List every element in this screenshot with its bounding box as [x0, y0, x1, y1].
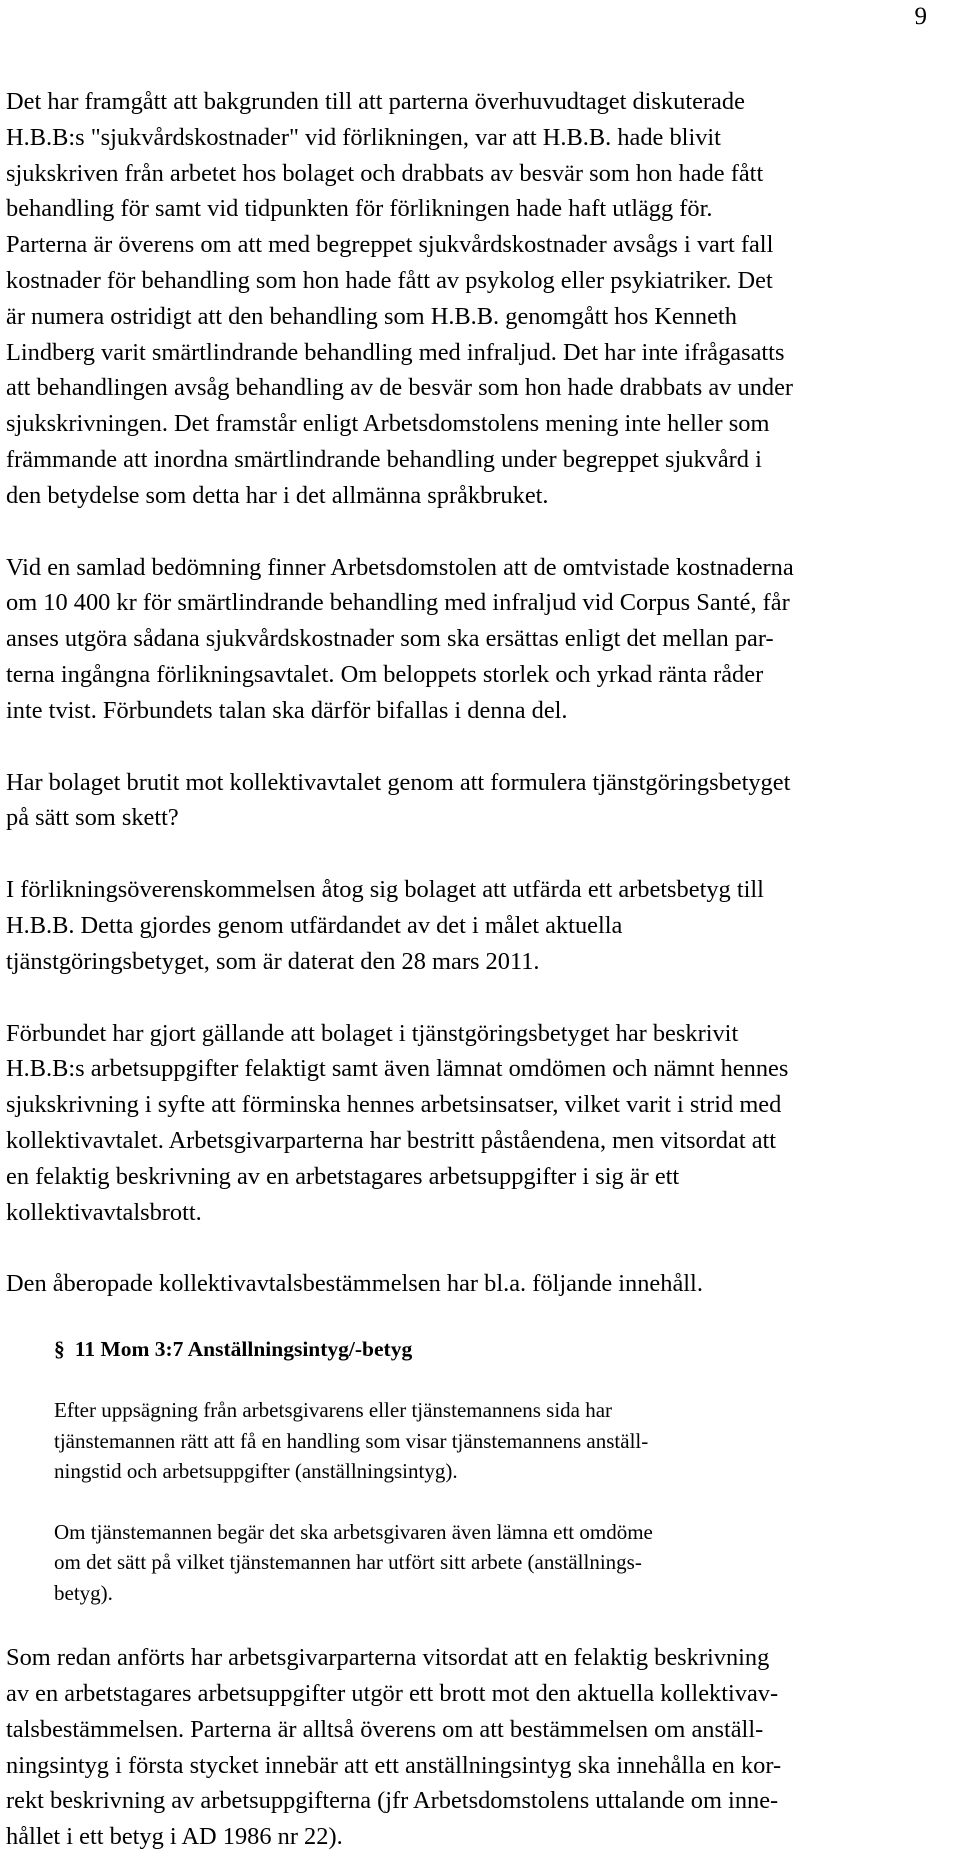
text-line: tjänstgöringsbetyget, som är daterat den 28 mars 2011.: [6, 947, 540, 975]
quote-line: tjänstemannen rätt att få en handling som visar tjänstemannens anställ-: [54, 1428, 649, 1453]
text-line: kollektivavtalet. Arbetsgivarparterna har bestritt påståendena, men vitsordat att: [6, 1126, 777, 1154]
quote-line: ningstid och arbetsuppgifter (anställningsintyg).: [54, 1459, 458, 1484]
text-line: talsbestämmelsen. Parterna är alltså överens om att bestämmelsen om anställ-: [6, 1715, 764, 1743]
quote-line: om det sätt på vilket tjänstemannen har utfört sitt arbete (anställnings-: [54, 1550, 642, 1575]
text-line: sjukskrivning i syfte att förminska hennes arbetsinsatser, vilket varit i strid med: [6, 1091, 782, 1119]
text-line: sjukskriven från arbetet hos bolaget och drabbats av besvär som hon hade fått: [6, 159, 764, 187]
text-line: ningsintyg i första stycket innebär att ett anställningsintyg ska innehålla en kor-: [6, 1751, 782, 1779]
text-line: sjukskrivningen. Det framstår enligt Arbetsdomstolens mening inte heller som: [6, 410, 770, 438]
paragraph-5: [6, 1016, 953, 1231]
text-line: Förbundet har gjort gällande att bolaget i tjänstgöringsbetyget har beskrivit: [6, 1019, 739, 1047]
text-line: inte tvist. Förbundets talan ska därför bifallas i denna del.: [6, 696, 568, 724]
text-line: Har bolaget brutit mot kollektivavtalet genom att formulera tjänstgöringsbetyget: [6, 768, 791, 796]
quote-heading-text: 11 Mom 3:7 Anställningsintyg/-betyg: [74, 1337, 413, 1362]
text-line: H.B.B:s arbetsuppgifter felaktigt samt även lämnat omdömen och nämnt hennes: [6, 1055, 789, 1083]
text-line: Det har framgått att bakgrunden till att parterna överhuvudtaget diskuterade: [6, 88, 745, 115]
text-line: behandling för samt vid tidpunkten för förlikningen hade haft utlägg för.: [6, 195, 713, 223]
quote-line: Om tjänstemannen begär det ska arbetsgivaren även lämna ett omdöme: [54, 1519, 653, 1544]
quoted-provision: [6, 1334, 953, 1608]
text-line: terna ingångna förlikningsavtalet. Om beloppets storlek och yrkad ränta råder: [6, 660, 764, 688]
text-line: den betydelse som detta har i det allmänna språkbruket.: [6, 481, 549, 509]
paragraph-4: [6, 872, 953, 979]
text-line: I förlikningsöverenskommelsen åtog sig bolaget att utfärda ett arbetsbetyg till: [6, 876, 764, 904]
text-line: är numera ostridigt att den behandling som H.B.B. genomgått hos Kenneth: [6, 302, 737, 330]
text-line: Parterna är överens om att med begreppet sjukvårdskostnader avsågs i vart fall: [6, 231, 774, 259]
page-number: 9: [914, 3, 927, 30]
quote-line: betyg).: [54, 1580, 113, 1605]
text-line: rekt beskrivning av arbetsuppgifterna (jfr Arbetsdomstolens uttalande om inne-: [6, 1787, 779, 1815]
text-line: av en arbetstagares arbetsuppgifter utgör ett brott mot den aktuella kollektivav-: [6, 1679, 779, 1707]
document-body: [6, 84, 953, 1855]
paragraph-2: [6, 550, 953, 729]
text-line: att behandlingen avsåg behandling av de besvär som hon hade drabbats av under: [6, 374, 794, 402]
quote-line: Efter uppsägning från arbetsgivarens eller tjänstemannens sida har: [54, 1398, 613, 1423]
text-line: kostnader för behandling som hon hade fått av psykolog eller psykiatriker. Det: [6, 266, 773, 294]
text-line: Som redan anförts har arbetsgivarparterna vitsordat att en felaktig beskrivning: [6, 1644, 770, 1672]
paragraph-6: [6, 1266, 953, 1302]
text-line: H.B.B. Detta gjordes genom utfärdandet av det i målet aktuella: [6, 911, 623, 939]
text-line: om 10 400 kr för smärtlindrande behandling med infraljud vid Corpus Santé, får: [6, 589, 790, 617]
paragraph-1: [6, 84, 953, 514]
section-sign: §: [54, 1337, 65, 1362]
text-line: kollektivavtalsbrott.: [6, 1198, 202, 1226]
text-line: en felaktig beskrivning av en arbetstagares arbetsuppgifter i sig är ett: [6, 1162, 680, 1190]
section-question: [6, 765, 953, 837]
text-line: Vid en samlad bedömning finner Arbetsdomstolen att de omtvistade kostnaderna: [6, 553, 794, 581]
text-line: Lindberg varit smärtlindrande behandling med infraljud. Det har inte ifrågasatts: [6, 338, 785, 366]
text-line: främmande att inordna smärtlindrande behandling under begreppet sjukvård i: [6, 445, 762, 473]
quote-paragraph-2: [6, 1517, 953, 1609]
text-line: Den åberopade kollektivavtalsbestämmelsen har bl.a. följande innehåll.: [6, 1270, 703, 1298]
text-line: hållet i ett betyg i AD 1986 nr 22).: [6, 1823, 343, 1851]
text-line: på sätt som skett?: [6, 804, 179, 832]
quote-paragraph-1: [6, 1395, 953, 1487]
quote-heading: [54, 1334, 953, 1365]
text-line: H.B.B:s "sjukvårdskostnader" vid förlikningen, var att H.B.B. hade blivit: [6, 123, 721, 151]
paragraph-7: [6, 1640, 953, 1855]
text-line: anses utgöra sådana sjukvårdskostnader som ska ersättas enligt det mellan par-: [6, 625, 774, 653]
